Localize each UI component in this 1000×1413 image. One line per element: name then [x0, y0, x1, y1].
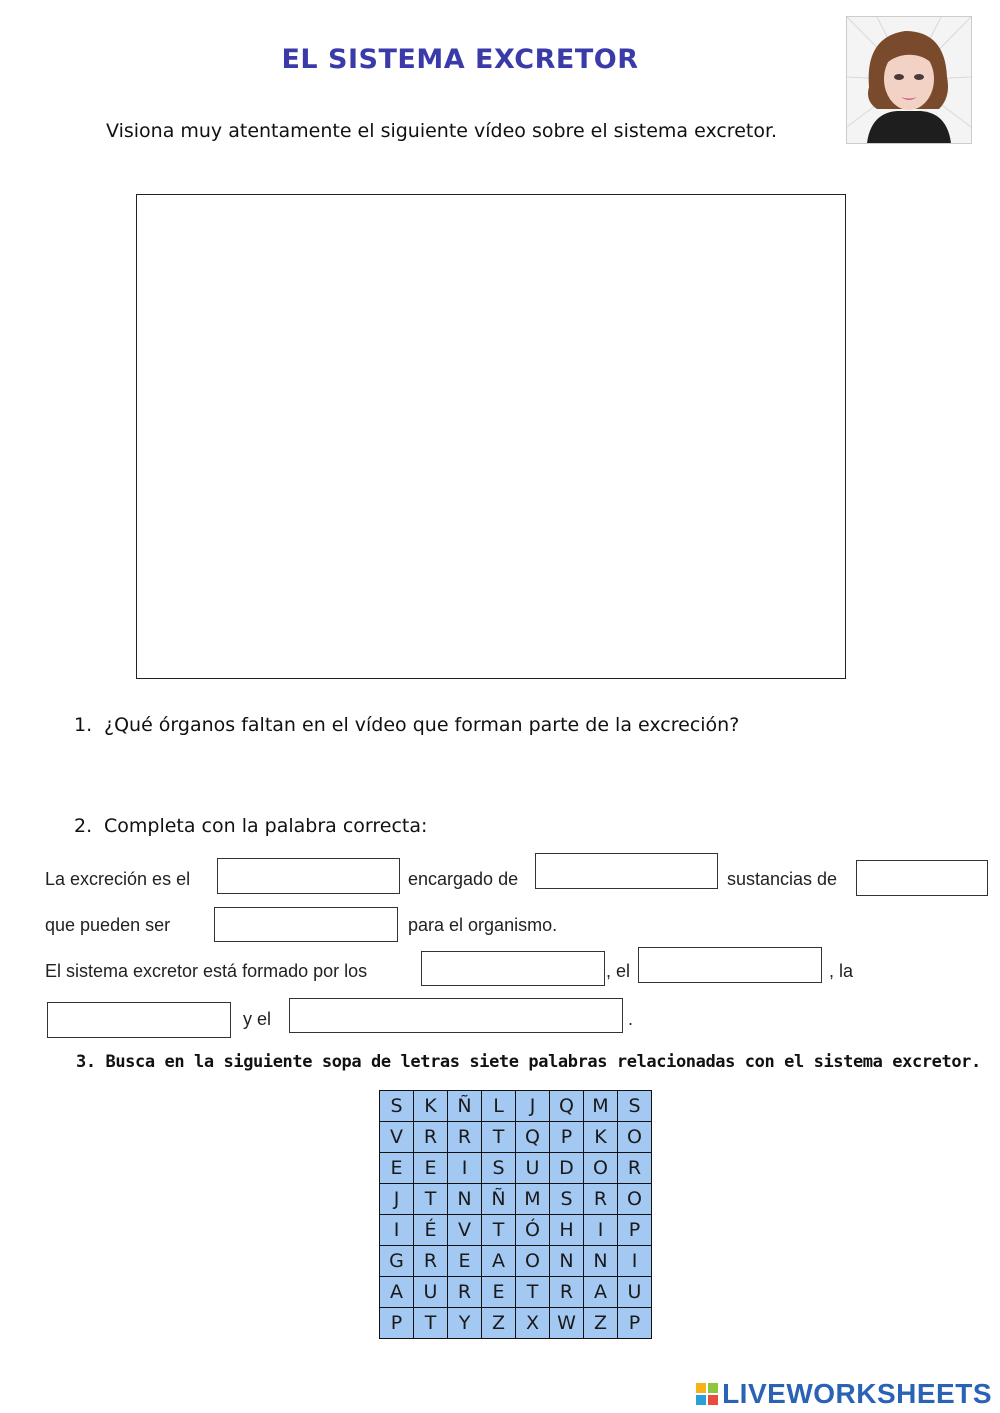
- grid-row: [380, 1153, 652, 1184]
- grid-cell[interactable]: L: [482, 1091, 516, 1122]
- grid-row: [380, 1277, 652, 1308]
- fill-text-3c: , la: [829, 961, 854, 981]
- grid-cell[interactable]: S: [482, 1153, 516, 1184]
- answer-input-2[interactable]: [535, 853, 718, 889]
- grid-row: [380, 1246, 652, 1277]
- brand-text: LIVEWORKSHEETS: [722, 1378, 992, 1409]
- word-search-grid[interactable]: [379, 1090, 652, 1339]
- answer-input-7[interactable]: [47, 1002, 231, 1038]
- grid-cell[interactable]: T: [482, 1122, 516, 1153]
- grid-cell[interactable]: R: [414, 1246, 448, 1277]
- fill-text-4a: y el: [243, 1009, 272, 1029]
- grid-cell[interactable]: I: [380, 1215, 414, 1246]
- grid-cell[interactable]: M: [516, 1184, 550, 1215]
- grid-cell[interactable]: K: [584, 1122, 618, 1153]
- grid-cell[interactable]: Q: [516, 1122, 550, 1153]
- grid-cell[interactable]: P: [380, 1308, 414, 1339]
- page-title: EL SISTEMA EXCRETOR: [281, 44, 639, 75]
- grid-cell[interactable]: I: [584, 1215, 618, 1246]
- grid-row: [380, 1184, 652, 1215]
- grid-cell[interactable]: K: [414, 1091, 448, 1122]
- intro-text: Visiona muy atentamente el siguiente vídeo sobre el sistema excretor.: [106, 120, 778, 142]
- grid-cell[interactable]: P: [618, 1215, 652, 1246]
- grid-cell[interactable]: R: [448, 1277, 482, 1308]
- question-2-number: 2.: [74, 815, 93, 837]
- grid-cell[interactable]: X: [516, 1308, 550, 1339]
- grid-cell[interactable]: E: [482, 1277, 516, 1308]
- question-2: [74, 815, 427, 837]
- fill-text-2b: para el organismo.: [408, 915, 558, 935]
- grid-row: [380, 1122, 652, 1153]
- grid-cell[interactable]: P: [550, 1122, 584, 1153]
- grid-cell[interactable]: M: [584, 1091, 618, 1122]
- fill-text-2a: que pueden ser: [45, 915, 171, 935]
- question-3-text: Busca en la siguiente sopa de letras siete palabras relacionadas con el sistema excretor.: [105, 1052, 981, 1072]
- grid-row: [380, 1308, 652, 1339]
- grid-cell[interactable]: A: [584, 1277, 618, 1308]
- answer-input-8[interactable]: [289, 998, 623, 1033]
- answer-input-3[interactable]: [856, 860, 988, 896]
- grid-cell[interactable]: U: [414, 1277, 448, 1308]
- grid-cell[interactable]: Z: [584, 1308, 618, 1339]
- grid-cell[interactable]: G: [380, 1246, 414, 1277]
- grid-cell[interactable]: J: [516, 1091, 550, 1122]
- grid-cell[interactable]: P: [618, 1308, 652, 1339]
- grid-cell[interactable]: T: [414, 1184, 448, 1215]
- fill-text-3a: El sistema excretor está formado por los: [45, 961, 368, 981]
- answer-input-1[interactable]: [217, 858, 400, 894]
- grid-cell[interactable]: O: [516, 1246, 550, 1277]
- grid-row: [380, 1215, 652, 1246]
- grid-cell[interactable]: Ñ: [482, 1184, 516, 1215]
- liveworksheets-logo: [696, 1378, 992, 1410]
- answer-input-6[interactable]: [638, 947, 822, 983]
- grid-cell[interactable]: R: [584, 1184, 618, 1215]
- grid-cell[interactable]: E: [380, 1153, 414, 1184]
- question-1: [74, 714, 739, 736]
- grid-cell[interactable]: V: [448, 1215, 482, 1246]
- grid-cell[interactable]: S: [550, 1184, 584, 1215]
- grid-cell[interactable]: N: [550, 1246, 584, 1277]
- grid-cell[interactable]: N: [448, 1184, 482, 1215]
- grid-cell[interactable]: É: [414, 1215, 448, 1246]
- grid-cell[interactable]: T: [414, 1308, 448, 1339]
- grid-cell[interactable]: Y: [448, 1308, 482, 1339]
- grid-cell[interactable]: S: [380, 1091, 414, 1122]
- grid-cell[interactable]: R: [550, 1277, 584, 1308]
- question-3: [76, 1052, 981, 1072]
- grid-cell[interactable]: V: [380, 1122, 414, 1153]
- grid-cell[interactable]: W: [550, 1308, 584, 1339]
- answer-input-4[interactable]: [214, 907, 398, 942]
- avatar-illustration: [847, 17, 971, 143]
- grid-cell[interactable]: Ñ: [448, 1091, 482, 1122]
- answer-input-5[interactable]: [421, 951, 605, 986]
- grid-cell[interactable]: A: [380, 1277, 414, 1308]
- grid-cell[interactable]: Q: [550, 1091, 584, 1122]
- grid-cell[interactable]: T: [482, 1215, 516, 1246]
- fill-text-1a: La excreción es el: [45, 869, 191, 889]
- grid-cell[interactable]: U: [618, 1277, 652, 1308]
- teacher-avatar: [846, 16, 972, 144]
- grid-cell[interactable]: O: [618, 1122, 652, 1153]
- video-frame[interactable]: [136, 194, 846, 679]
- question-1-text: ¿Qué órganos faltan en el vídeo que forman parte de la excreción?: [104, 714, 740, 736]
- grid-cell[interactable]: R: [618, 1153, 652, 1184]
- grid-cell[interactable]: O: [584, 1153, 618, 1184]
- question-2-text: Completa con la palabra correcta:: [104, 815, 428, 837]
- liveworksheets-icon: [696, 1383, 718, 1405]
- grid-cell[interactable]: J: [380, 1184, 414, 1215]
- grid-cell[interactable]: D: [550, 1153, 584, 1184]
- fill-text-4b: .: [628, 1009, 634, 1029]
- fill-text-1b: encargado de: [408, 869, 519, 889]
- grid-cell[interactable]: S: [618, 1091, 652, 1122]
- grid-cell[interactable]: U: [516, 1153, 550, 1184]
- grid-cell[interactable]: H: [550, 1215, 584, 1246]
- grid-cell[interactable]: E: [448, 1246, 482, 1277]
- grid-cell[interactable]: N: [584, 1246, 618, 1277]
- grid-cell[interactable]: R: [448, 1122, 482, 1153]
- question-3-number: 3.: [76, 1052, 96, 1072]
- fill-text-3b: , el: [606, 961, 631, 981]
- grid-cell[interactable]: E: [414, 1153, 448, 1184]
- grid-cell[interactable]: T: [516, 1277, 550, 1308]
- grid-cell[interactable]: Ó: [516, 1215, 550, 1246]
- grid-cell[interactable]: A: [482, 1246, 516, 1277]
- grid-cell[interactable]: R: [414, 1122, 448, 1153]
- fill-text-1c: sustancias de: [727, 869, 838, 889]
- grid-cell[interactable]: O: [618, 1184, 652, 1215]
- grid-cell[interactable]: Z: [482, 1308, 516, 1339]
- grid-row: [380, 1091, 652, 1122]
- question-1-number: 1.: [74, 714, 93, 736]
- grid-cell[interactable]: I: [448, 1153, 482, 1184]
- grid-cell[interactable]: I: [618, 1246, 652, 1277]
